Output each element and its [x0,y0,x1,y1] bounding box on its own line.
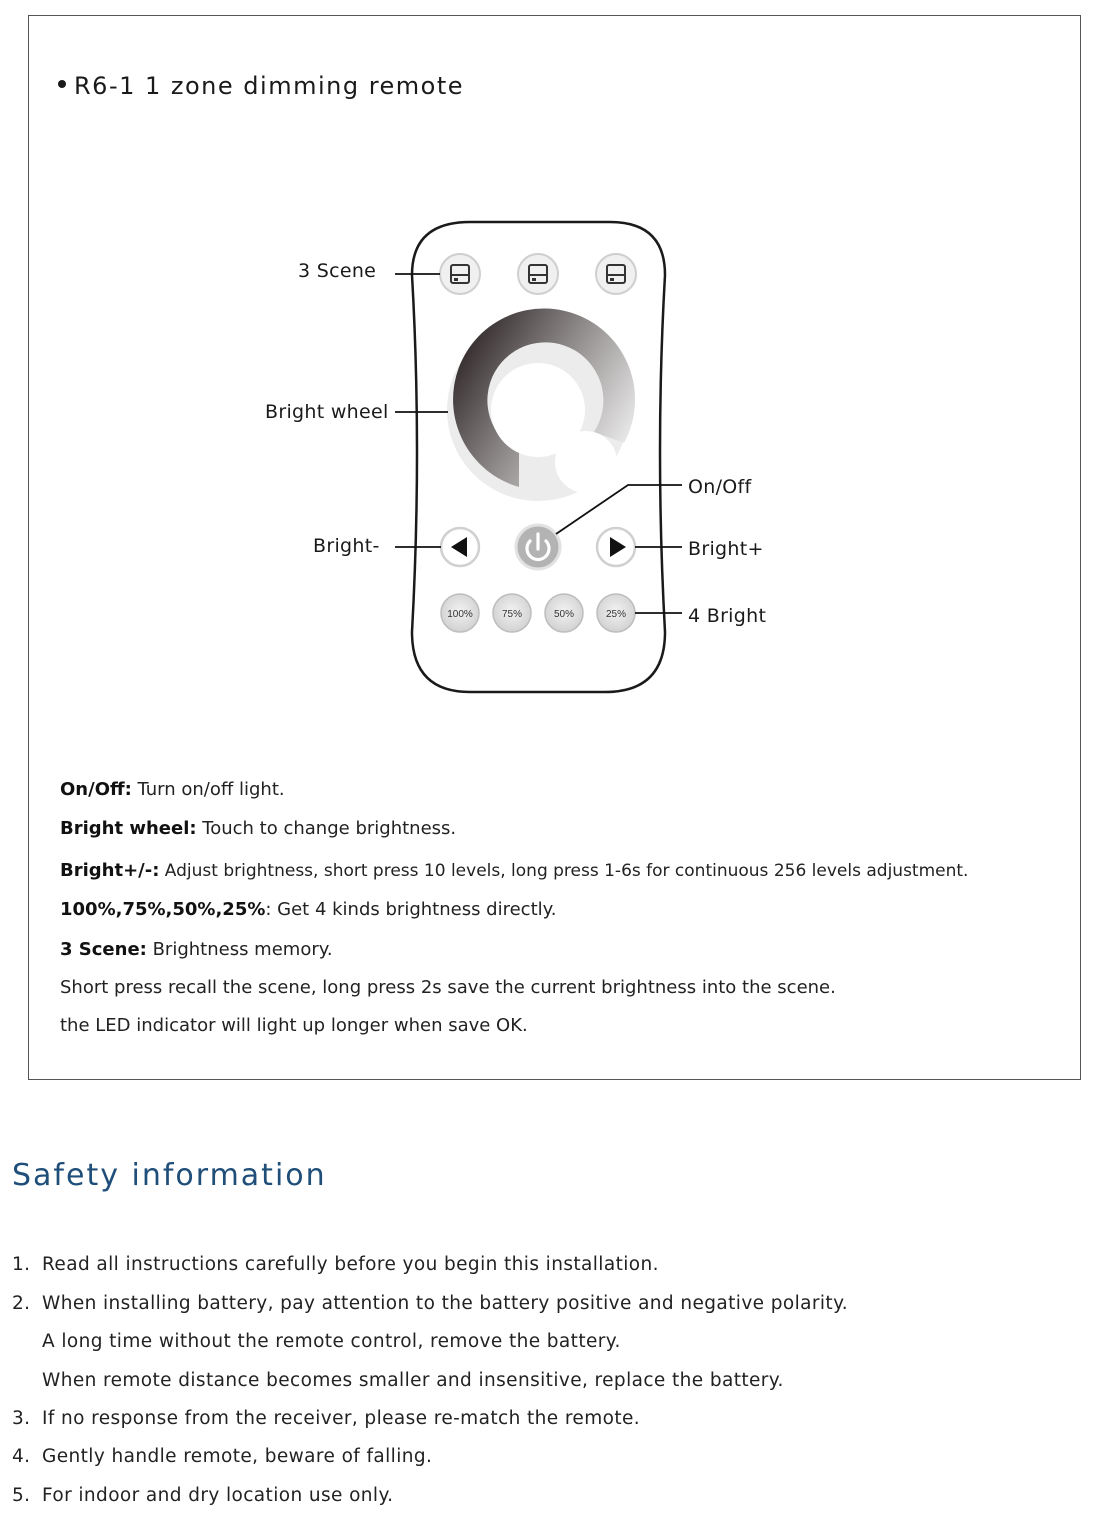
safety-item: A long time without the remote control, remove the battery. [42,1331,621,1352]
bright-100-label: 100% [447,609,473,620]
scene-callout: 3 Scene [298,260,377,282]
onoff-callout: On/Off [688,476,752,498]
description-line: 3 Scene: Brightness memory. [60,939,333,960]
bright-75-label: 75% [501,609,523,620]
description-line: On/Off: Turn on/off light. [60,779,285,800]
description-line: Bright+/-: Adjust brightness, short press 10 levels, long press 1-6s for continuous 256 levels adjustment. [60,860,969,881]
bright-25-button[interactable] [597,594,635,632]
bright-minus-callout: Bright- [313,535,380,557]
bright-50-label: 50% [553,609,575,620]
bright-25-label: 25% [605,609,627,620]
bright-plus-callout: Bright+ [688,538,764,560]
safety-item: 2. When installing battery, pay attention to the battery positive and negative polarity. [12,1293,849,1314]
description-line: 100%,75%,50%,25%: Get 4 kinds brightness directly. [60,899,557,920]
safety-item: 5. For indoor and dry location use only. [12,1485,394,1506]
bright-75-button[interactable] [493,594,531,632]
bright-minus-button[interactable] [441,528,479,566]
description-line: the LED indicator will light up longer when save OK. [60,1015,528,1036]
safety-item: 1. Read all instructions carefully before you begin this installation. [12,1254,659,1275]
description-line: Bright wheel: Touch to change brightness. [60,818,457,839]
wheel-callout: Bright wheel [265,401,389,423]
description-line: Short press recall the scene, long press 2s save the current brightness into the scene. [60,977,836,998]
safety-item: 3. If no response from the receiver, please re-match the remote. [12,1408,641,1429]
four-bright-callout: 4 Bright [688,605,767,627]
safety-title: Safety information [12,1158,327,1193]
power-button[interactable] [516,525,560,569]
safety-item: When remote distance becomes smaller and insensitive, replace the battery. [42,1370,784,1391]
section-title: R6-1 1 zone dimming remote [58,72,464,100]
safety-item: 4. Gently handle remote, beware of falling. [12,1446,433,1467]
scene-button-3[interactable] [596,254,636,294]
bright-50-button[interactable] [545,594,583,632]
scene-button-2[interactable] [518,254,558,294]
remote-diagram [0,0,1099,740]
bright-plus-button[interactable] [597,528,635,566]
scene-button-1[interactable] [440,254,480,294]
bright-100-button[interactable] [441,594,479,632]
